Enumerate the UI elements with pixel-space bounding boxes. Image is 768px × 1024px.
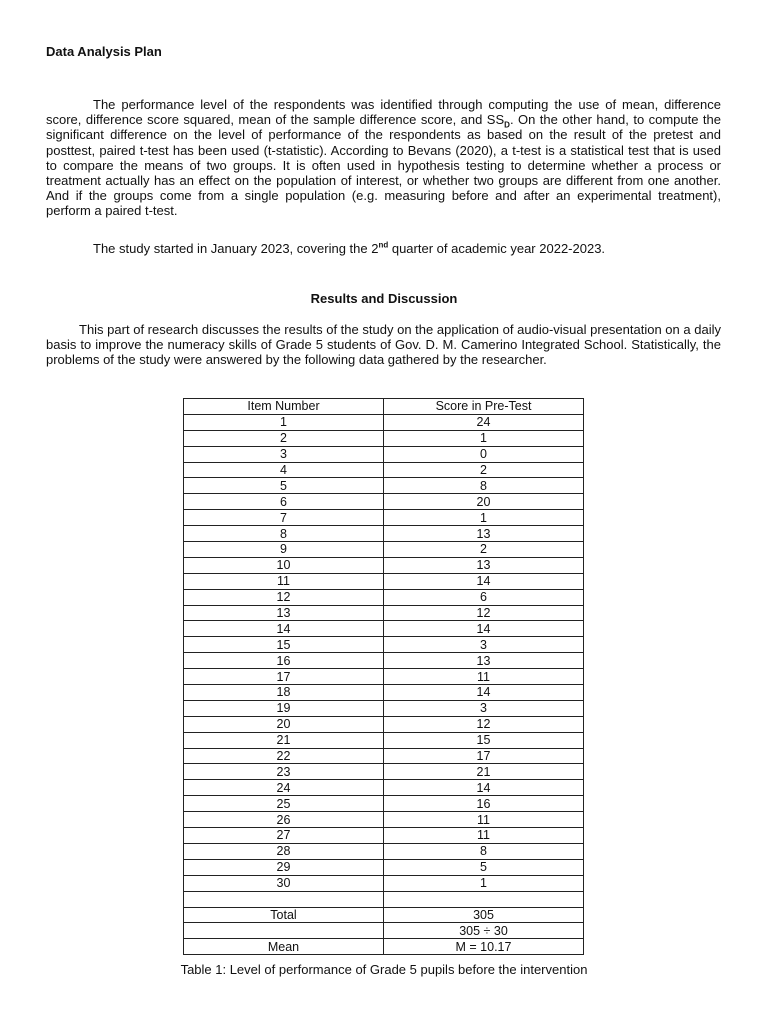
table-row: [184, 446, 584, 462]
table-row: [184, 573, 584, 589]
item-number-cell: 19: [184, 700, 384, 716]
table-row-total: [184, 907, 584, 923]
score-cell: 13: [384, 557, 584, 573]
paragraph-text: The study started in January 2023, covering the 2: [93, 241, 379, 256]
score-cell: 13: [384, 526, 584, 542]
score-cell: 0: [384, 446, 584, 462]
division-value: 305 ÷ 30: [384, 923, 584, 939]
item-number-cell: 27: [184, 828, 384, 844]
score-cell: 24: [384, 414, 584, 430]
table-cell: [384, 891, 584, 907]
score-cell: 20: [384, 494, 584, 510]
table-row: [184, 557, 584, 573]
table-cell: [184, 923, 384, 939]
item-number-cell: 14: [184, 621, 384, 637]
table-row: [184, 430, 584, 446]
table-row: [184, 732, 584, 748]
score-cell: 16: [384, 796, 584, 812]
item-number-cell: 22: [184, 748, 384, 764]
column-header-pretest-score: Score in Pre-Test: [384, 399, 584, 415]
score-cell: 21: [384, 764, 584, 780]
score-cell: 14: [384, 780, 584, 796]
item-number-cell: 5: [184, 478, 384, 494]
paragraph-results-intro: This part of research discusses the results of the study on the application of audio-visual presentation on a daily basis to improve the numeracy skills of Grade 5 students of Gov. D. M. Camerino Integrated School. Statistically, the problems of the study were answered by the following data gathered by the researcher.: [46, 322, 721, 368]
score-cell: 8: [384, 843, 584, 859]
item-number-cell: 12: [184, 589, 384, 605]
superscript: nd: [378, 240, 389, 250]
item-number-cell: 17: [184, 669, 384, 685]
pretest-scores-table: [183, 398, 584, 955]
table-row: [184, 494, 584, 510]
total-label: Total: [184, 907, 384, 923]
table-row: [184, 859, 584, 875]
score-cell: 13: [384, 653, 584, 669]
table-row: [184, 796, 584, 812]
item-number-cell: 3: [184, 446, 384, 462]
table-row: [184, 764, 584, 780]
paragraph-data-analysis: [46, 97, 721, 219]
score-cell: 8: [384, 478, 584, 494]
score-cell: 1: [384, 430, 584, 446]
item-number-cell: 10: [184, 557, 384, 573]
score-cell: 2: [384, 462, 584, 478]
table-row: [184, 526, 584, 542]
item-number-cell: 13: [184, 605, 384, 621]
column-header-item-number: Item Number: [184, 399, 384, 415]
score-cell: 15: [384, 732, 584, 748]
table-row: [184, 685, 584, 701]
score-cell: 12: [384, 716, 584, 732]
item-number-cell: 15: [184, 637, 384, 653]
score-cell: 11: [384, 828, 584, 844]
item-number-cell: 21: [184, 732, 384, 748]
section-heading-data-analysis: Data Analysis Plan: [46, 44, 162, 59]
item-number-cell: 9: [184, 542, 384, 558]
item-number-cell: 20: [184, 716, 384, 732]
table-row: [184, 478, 584, 494]
table-row: [184, 828, 584, 844]
item-number-cell: 23: [184, 764, 384, 780]
table-row-division: [184, 923, 584, 939]
paragraph-text: quarter of academic year 2022-2023.: [388, 241, 606, 256]
mean-label: Mean: [184, 939, 384, 955]
table-row: [184, 843, 584, 859]
score-cell: 11: [384, 812, 584, 828]
item-number-cell: 6: [184, 494, 384, 510]
mean-value: M = 10.17: [384, 939, 584, 955]
score-cell: 1: [384, 875, 584, 891]
item-number-cell: 2: [184, 430, 384, 446]
score-cell: 3: [384, 637, 584, 653]
table-row: [184, 414, 584, 430]
table-row: [184, 637, 584, 653]
paragraph-study-period: [46, 241, 721, 256]
table-row: [184, 780, 584, 796]
table-body: [184, 414, 584, 891]
paragraph-text: . On the other hand, to compute the significant difference on the level of performance of the respondents as based on the result of the pretest and posttest, paired t-test has been used (t-statistic). According to Bevans (2020), a t-test is a statistical test that is used to compare the means of two groups. It is often used in hypothesis testing to determine whether a process or treatment actually has an effect on the population of interest, or whether two groups are different from one another. And if the groups come from a single population (e.g. measuring before and after an experimental treatment), perform a paired t-test.: [46, 112, 722, 219]
table-row: [184, 700, 584, 716]
item-number-cell: 24: [184, 780, 384, 796]
item-number-cell: 18: [184, 685, 384, 701]
section-heading-results: Results and Discussion: [310, 291, 458, 306]
score-cell: 14: [384, 685, 584, 701]
table-row: [184, 589, 584, 605]
paragraph-text: The performance level of the respondents was identified through computing the use of mean, difference score, difference score squared, mean of the sample difference score, and SS: [46, 97, 721, 128]
table-row: [184, 621, 584, 637]
score-cell: 17: [384, 748, 584, 764]
table-cell: [184, 891, 384, 907]
score-cell: 3: [384, 700, 584, 716]
table-row: [184, 812, 584, 828]
table-row: [184, 510, 584, 526]
total-value: 305: [384, 907, 584, 923]
score-cell: 14: [384, 573, 584, 589]
item-number-cell: 26: [184, 812, 384, 828]
item-number-cell: 8: [184, 526, 384, 542]
score-cell: 5: [384, 859, 584, 875]
item-number-cell: 29: [184, 859, 384, 875]
table-row: [184, 542, 584, 558]
table-row-mean: [184, 939, 584, 955]
score-cell: 2: [384, 542, 584, 558]
item-number-cell: 30: [184, 875, 384, 891]
item-number-cell: 7: [184, 510, 384, 526]
table-row-blank: [184, 891, 584, 907]
table-row: [184, 653, 584, 669]
score-cell: 14: [384, 621, 584, 637]
table-row: [184, 716, 584, 732]
table-row: [184, 605, 584, 621]
score-cell: 1: [384, 510, 584, 526]
table-caption: Table 1: Level of performance of Grade 5 pupils before the intervention: [180, 962, 588, 977]
item-number-cell: 4: [184, 462, 384, 478]
subscript: D: [504, 120, 510, 130]
item-number-cell: 28: [184, 843, 384, 859]
table-row: [184, 748, 584, 764]
table-row: [184, 669, 584, 685]
item-number-cell: 16: [184, 653, 384, 669]
score-cell: 6: [384, 589, 584, 605]
table-row: [184, 462, 584, 478]
table-header-row: [184, 399, 584, 415]
score-cell: 12: [384, 605, 584, 621]
table-row: [184, 875, 584, 891]
score-cell: 11: [384, 669, 584, 685]
item-number-cell: 1: [184, 414, 384, 430]
item-number-cell: 11: [184, 573, 384, 589]
item-number-cell: 25: [184, 796, 384, 812]
